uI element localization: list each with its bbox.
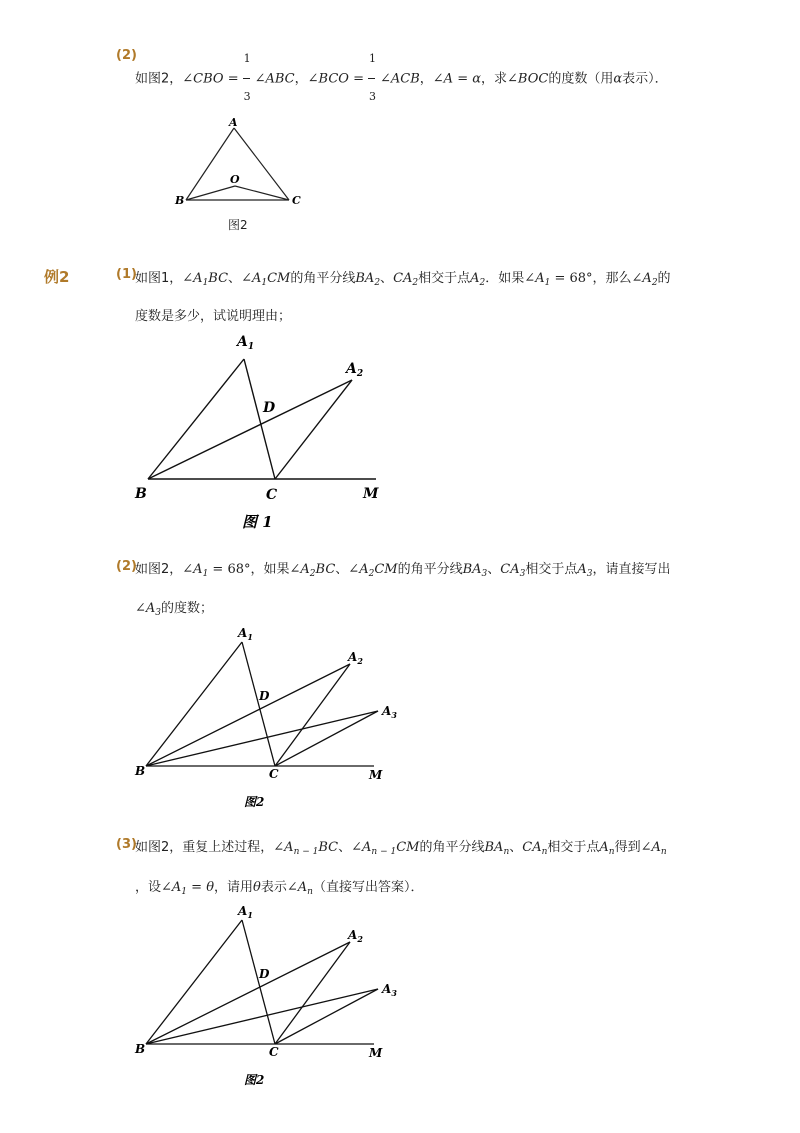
math-angle: ∠A	[289, 562, 310, 577]
text-segment: 如图2，重复上述过程，	[135, 840, 274, 855]
subscript: 1	[202, 569, 209, 579]
subscript: 1	[202, 278, 209, 288]
fraction-denominator: 3	[368, 90, 376, 103]
text-segment: 表示	[260, 880, 287, 895]
math-angle: ∠A	[273, 840, 294, 855]
fraction-numerator: 1	[243, 52, 251, 65]
text-segment: ，请用	[214, 880, 254, 895]
math-cbo: ∠CBO =	[182, 71, 239, 87]
figure-caption: 图2	[228, 218, 248, 232]
label-a1: $A_1$	[238, 626, 253, 642]
subscript: n	[307, 887, 313, 897]
question-text	[135, 270, 671, 292]
figure-2	[128, 624, 398, 814]
question-text	[135, 561, 671, 583]
figure-caption: 图 1	[242, 513, 273, 531]
segment-b-a1	[146, 920, 242, 1044]
segment-ac	[234, 128, 289, 200]
math-ca: CA	[393, 271, 413, 286]
label-c: C	[292, 194, 301, 207]
example-label: 例2	[44, 268, 70, 286]
subscript: 3	[519, 569, 526, 579]
math-angle: ∠A	[182, 562, 203, 577]
text-segment: ，	[294, 71, 308, 87]
label-b: B	[135, 486, 147, 502]
segment-b-a2	[146, 664, 350, 766]
text-segment: 、	[509, 840, 523, 855]
segment-b-a2	[146, 942, 350, 1044]
subscript: 3	[481, 569, 488, 579]
text-segment: ，求	[481, 71, 508, 87]
label-d: D	[263, 400, 276, 416]
text-segment: 表示）．	[622, 71, 668, 87]
text-segment: 、	[228, 271, 242, 286]
label-b: B	[135, 764, 146, 778]
label-d: D	[259, 967, 270, 981]
label-a2: $A_2$	[348, 650, 363, 666]
text-segment: 得到	[614, 840, 641, 855]
math-alpha: α	[613, 71, 623, 87]
text-segment: 、	[338, 840, 352, 855]
math-ba: BA	[484, 840, 504, 855]
label-d: D	[259, 689, 270, 703]
segment-b-a1	[148, 359, 244, 479]
question-number: (1)	[116, 267, 137, 282]
question-number: (2)	[116, 559, 137, 574]
text-segment: 如图2，	[135, 562, 183, 577]
label-a2: $A_2$	[346, 361, 364, 379]
math-angle: ∠A	[161, 880, 182, 895]
label-b: B	[135, 1042, 146, 1056]
label-m: M	[369, 1046, 383, 1060]
math-angle: ∠A	[631, 271, 652, 286]
label-m: M	[369, 768, 383, 782]
question-text-line2	[135, 879, 423, 901]
math-angle: ∠A	[241, 271, 262, 286]
fraction-numerator: 1	[368, 52, 376, 65]
text-segment: 如图2，	[135, 71, 183, 87]
math-cm: CM	[374, 562, 398, 577]
text-segment: 的角平分线	[419, 840, 485, 855]
math-angle: ∠A	[348, 562, 369, 577]
text-segment: 、	[487, 562, 501, 577]
text-segment: 、	[380, 271, 394, 286]
math-bc: BC	[208, 271, 229, 286]
question-number: (3)	[116, 837, 137, 852]
text-segment: 相交于点	[547, 840, 600, 855]
label-m: M	[363, 486, 379, 502]
text-segment: ．如果	[485, 271, 525, 286]
segment-oc	[235, 186, 289, 200]
fraction-one-third	[366, 52, 378, 103]
fraction-denominator: 3	[243, 90, 251, 103]
subscript: 3	[586, 569, 593, 579]
math-angle: ∠A	[182, 271, 203, 286]
text-segment: 的角平分线	[290, 271, 356, 286]
segment-ab	[186, 128, 234, 200]
subscript: 2	[479, 278, 486, 288]
label-a1: $A_1$	[237, 334, 255, 352]
math-ca: CA	[522, 840, 542, 855]
math-angle: ∠A	[286, 880, 308, 895]
question-text	[135, 839, 667, 861]
label-a2: $A_2$	[348, 928, 363, 944]
math-boc: ∠BOC	[507, 71, 549, 87]
math-angle: ∠A	[640, 840, 661, 855]
subscript: 2	[374, 278, 381, 288]
math-value: = θ	[187, 880, 215, 895]
text-segment: 相交于点	[525, 562, 578, 577]
segment-b-a1	[146, 642, 242, 766]
text-segment: ，那么	[592, 271, 632, 286]
subscript: n − 1	[293, 847, 319, 857]
subscript: 2	[412, 278, 419, 288]
math-value: = 68°	[208, 562, 251, 577]
math-ba: BA	[462, 562, 482, 577]
text-segment: 的度数；	[161, 601, 214, 616]
subscript: 2	[651, 278, 658, 288]
label-b: B	[175, 194, 185, 207]
math-bc: BC	[315, 562, 336, 577]
math-theta: θ	[253, 880, 261, 895]
figure-caption: 图2	[244, 1073, 265, 1087]
text-segment: 、	[335, 562, 349, 577]
text-segment: （直接写出答案）．	[312, 880, 424, 895]
segment-c-a2	[275, 942, 350, 1044]
label-a3: $A_3$	[382, 704, 397, 720]
figure-2-repeat	[128, 902, 398, 1092]
segment-c-a2	[275, 380, 352, 479]
segment-b-a2	[148, 380, 352, 479]
segment-c-a3	[275, 711, 378, 766]
subscript: n − 1	[371, 847, 397, 857]
label-o: O	[230, 173, 240, 186]
text-segment: 相交于点	[418, 271, 471, 286]
math-abc: ∠ABC	[254, 71, 295, 87]
text-segment: ，设	[135, 880, 162, 895]
label-c: C	[269, 1045, 279, 1059]
math-angle: ∠A	[351, 840, 372, 855]
label-c: C	[269, 767, 279, 781]
figure-1	[128, 328, 393, 533]
figure-caption: 图2	[244, 795, 265, 809]
subscript: n	[541, 847, 548, 857]
subscript: 1	[544, 278, 551, 288]
fraction-one-third	[241, 52, 253, 103]
question-text-line2: 度数是多少，试说明理由；	[135, 309, 292, 324]
subscript: 1	[261, 278, 268, 288]
segment-c-a3	[275, 989, 378, 1044]
label-a: A	[229, 116, 238, 129]
text-segment: ，如果	[250, 562, 290, 577]
text-segment: 的	[657, 271, 671, 286]
math-value: = 68°	[550, 271, 593, 286]
question-text	[135, 52, 668, 103]
math-bc: BC	[318, 840, 339, 855]
label-a3: $A_3$	[382, 982, 397, 998]
segment-c-a2	[275, 664, 350, 766]
text-segment: 的角平分线	[397, 562, 463, 577]
triangle-figure	[170, 112, 310, 212]
text-segment: 的度数（用	[548, 71, 614, 87]
subscript: 2	[309, 569, 316, 579]
math-point: A	[577, 562, 587, 577]
math-ba: BA	[355, 271, 375, 286]
math-angle: ∠A	[524, 271, 545, 286]
label-a1: $A_1$	[238, 904, 253, 920]
subscript: n	[660, 847, 667, 857]
math-cm: CM	[396, 840, 420, 855]
question-number: (2)	[116, 48, 137, 63]
text-segment: 如图1，	[135, 271, 183, 286]
subscript: n	[608, 847, 615, 857]
math-angle: ∠A	[135, 601, 156, 616]
math-ca: CA	[500, 562, 520, 577]
question-text-line2	[135, 600, 213, 622]
subscript: 3	[155, 608, 162, 618]
math-cm: CM	[267, 271, 291, 286]
math-bco: ∠BCO =	[307, 71, 364, 87]
math-acb: ∠ACB	[379, 71, 420, 87]
text-segment: ，请直接写出	[592, 562, 671, 577]
math-angle-a: ∠A = α	[432, 71, 481, 87]
math-point: A	[470, 271, 480, 286]
subscript: n	[503, 847, 510, 857]
subscript: 2	[368, 569, 375, 579]
math-point: A	[599, 840, 609, 855]
label-c: C	[266, 487, 278, 503]
text-segment: ，	[419, 71, 433, 87]
subscript: 1	[181, 887, 188, 897]
